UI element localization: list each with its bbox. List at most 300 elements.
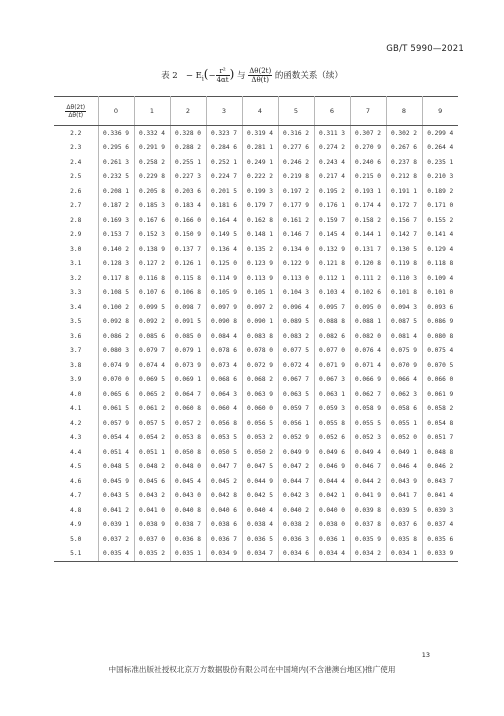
table-cell: 0.054 8: [422, 416, 458, 431]
table-cell: 0.089 5: [278, 315, 314, 330]
table-row: [54, 474, 458, 489]
table-cell: 0.069 1: [170, 373, 206, 388]
table-cell: 0.252 1: [206, 155, 242, 170]
table-cell: 0.035 4: [98, 547, 134, 562]
table-cell: 0.088 8: [314, 315, 350, 330]
table-cell: 0.158 2: [350, 213, 386, 228]
row-key: 3.4: [70, 303, 82, 311]
table-cell: 0.042 5: [242, 489, 278, 504]
table-cell: 0.136 4: [206, 242, 242, 257]
table-cell: 0.037 2: [98, 532, 134, 547]
table-cell: 0.113 9: [242, 271, 278, 286]
column-header: 4: [242, 97, 278, 126]
title-suffix: 的函数关系（续）: [274, 71, 343, 81]
ratio-numerator: Δθ(2t): [249, 67, 272, 75]
row-key: 2.3: [70, 144, 82, 152]
table-cell: 0.044 7: [278, 474, 314, 489]
table-cell: 0.119 8: [386, 257, 422, 272]
table-cell: 0.104 3: [278, 286, 314, 301]
table-row: [54, 126, 458, 141]
column-header: 1: [134, 97, 170, 126]
table-cell: 0.111 2: [350, 271, 386, 286]
table-cell: 0.049 6: [314, 445, 350, 460]
table-cell: 0.227 3: [170, 170, 206, 185]
table-cell: 0.224 7: [206, 170, 242, 185]
table-cell: 0.215 0: [350, 170, 386, 185]
table-cell: 0.109 4: [422, 271, 458, 286]
table-cell: 0.035 9: [350, 532, 386, 547]
table-cell: 0.185 3: [134, 199, 170, 214]
table-cell: 0.043 2: [134, 489, 170, 504]
table-cell: 0.046 2: [422, 460, 458, 475]
table-cell: 0.041 0: [134, 503, 170, 518]
table-cell: 0.212 8: [386, 170, 422, 185]
table-cell: 0.043 5: [98, 489, 134, 504]
table-cell: 0.112 1: [314, 271, 350, 286]
table-cell: 0.035 8: [386, 532, 422, 547]
table-cell: 0.070 0: [98, 373, 134, 388]
corner-fraction: [65, 104, 86, 119]
row-key: 3.7: [70, 347, 82, 355]
table-row: [54, 402, 458, 417]
table-cell: 0.073 9: [170, 358, 206, 373]
column-header: 6: [314, 97, 350, 126]
table-cell: 0.270 9: [350, 141, 386, 156]
corner-header: [54, 97, 98, 126]
table-cell: 0.191 1: [386, 184, 422, 199]
table-row: [54, 547, 458, 562]
table-cell: 0.045 2: [206, 474, 242, 489]
table-cell: 0.045 6: [134, 474, 170, 489]
table-cell: 0.131 7: [350, 242, 386, 257]
row-key: 2.4: [70, 158, 82, 166]
table-cell: 0.059 7: [278, 402, 314, 417]
table-cell: 0.069 5: [134, 373, 170, 388]
table-cell: 0.103 4: [314, 286, 350, 301]
table-cell: 0.102 6: [350, 286, 386, 301]
table-cell: 0.051 1: [134, 445, 170, 460]
row-key: 4.6: [70, 477, 82, 485]
table-row: [54, 315, 458, 330]
table-title: [0, 67, 504, 87]
table-cell: 0.095 7: [314, 300, 350, 315]
table-row: [54, 228, 458, 243]
table-cell: 0.187 2: [98, 199, 134, 214]
table-cell: 0.054 2: [134, 431, 170, 446]
table-cell: 0.197 2: [278, 184, 314, 199]
table-cell: 0.077 0: [314, 344, 350, 359]
row-key: 2.5: [70, 173, 82, 181]
table-cell: 0.077 5: [278, 344, 314, 359]
table-cell: 0.041 9: [350, 489, 386, 504]
table-cell: 0.070 5: [422, 358, 458, 373]
table-cell: 0.046 9: [314, 460, 350, 475]
row-key: 4.1: [70, 405, 82, 413]
table-cell: 0.155 2: [422, 213, 458, 228]
table-cell: 0.145 4: [314, 228, 350, 243]
table-cell: 0.066 9: [350, 373, 386, 388]
table-cell: 0.060 8: [170, 402, 206, 417]
table-cell: 0.258 2: [134, 155, 170, 170]
table-cell: 0.035 6: [422, 532, 458, 547]
table-cell: 0.108 5: [98, 286, 134, 301]
table-cell: 0.123 9: [242, 257, 278, 272]
table-cell: 0.034 4: [314, 547, 350, 562]
table-body: [54, 126, 458, 562]
table-cell: 0.106 8: [170, 286, 206, 301]
table-cell: 0.039 3: [422, 503, 458, 518]
table-cell: 0.056 8: [206, 416, 242, 431]
row-key: 4.8: [70, 506, 82, 514]
row-key: 4.2: [70, 419, 82, 427]
table-cell: 0.053 8: [170, 431, 206, 446]
table-cell: 0.128 3: [98, 257, 134, 272]
table-cell: 0.222 2: [242, 170, 278, 185]
table-cell: 0.084 4: [206, 329, 242, 344]
table-cell: 0.127 2: [134, 257, 170, 272]
table-cell: 0.044 2: [350, 474, 386, 489]
table-cell: 0.153 7: [98, 228, 134, 243]
table-cell: 0.267 6: [386, 141, 422, 156]
table-cell: 0.132 9: [314, 242, 350, 257]
table-cell: 0.083 2: [278, 329, 314, 344]
table-cell: 0.255 1: [170, 155, 206, 170]
table-cell: 0.045 4: [170, 474, 206, 489]
column-header: 7: [350, 97, 386, 126]
table-cell: 0.080 8: [422, 329, 458, 344]
table-row: [54, 445, 458, 460]
table-cell: 0.038 7: [170, 518, 206, 533]
function-table: [54, 96, 458, 562]
table-cell: 0.039 5: [386, 503, 422, 518]
ratio-denominator: Δθ(t): [251, 76, 269, 84]
table-cell: 0.121 8: [314, 257, 350, 272]
row-key: 4.7: [70, 492, 82, 500]
table-cell: 0.040 4: [242, 503, 278, 518]
table-cell: 0.063 5: [278, 387, 314, 402]
table-cell: 0.205 8: [134, 184, 170, 199]
table-row: [54, 373, 458, 388]
table-cell: 0.053 5: [206, 431, 242, 446]
table-cell: 0.047 7: [206, 460, 242, 475]
table-cell: 0.038 4: [242, 518, 278, 533]
table-cell: 0.323 7: [206, 126, 242, 141]
table-cell: 0.281 1: [242, 141, 278, 156]
table-cell: 0.050 5: [206, 445, 242, 460]
table-cell: 0.138 9: [134, 242, 170, 257]
table-cell: 0.040 6: [206, 503, 242, 518]
column-header: 5: [278, 97, 314, 126]
table-cell: 0.101 0: [422, 286, 458, 301]
ratio-fraction: [248, 67, 272, 84]
table-cell: 0.098 7: [170, 300, 206, 315]
table-cell: 0.148 1: [242, 228, 278, 243]
table-cell: 0.156 7: [386, 213, 422, 228]
table-row: [54, 344, 458, 359]
table-cell: 0.277 6: [278, 141, 314, 156]
table-cell: 0.189 2: [422, 184, 458, 199]
table-cell: 0.140 2: [98, 242, 134, 257]
row-key: 4.4: [70, 448, 82, 456]
table-cell: 0.095 0: [350, 300, 386, 315]
table-cell: 0.159 7: [314, 213, 350, 228]
table-cell: 0.037 4: [422, 518, 458, 533]
row-key: 4.9: [70, 521, 82, 529]
table-cell: 0.078 6: [206, 344, 242, 359]
table-cell: 0.074 9: [98, 358, 134, 373]
row-key: 5.1: [54, 547, 98, 562]
column-header: 2: [170, 97, 206, 126]
footer-note: 中国标准出版社授权北京万方数据股份有限公司在中国境内(不含港澳台地区)推广使用: [108, 665, 396, 674]
table-row: [54, 170, 458, 185]
table-cell: 0.038 9: [134, 518, 170, 533]
table-cell: 0.091 5: [170, 315, 206, 330]
table-cell: 0.142 7: [386, 228, 422, 243]
table-cell: 0.051 7: [422, 431, 458, 446]
table-cell: 0.097 2: [242, 300, 278, 315]
table-cell: 0.048 2: [134, 460, 170, 475]
table-row: [54, 518, 458, 533]
table-cell: 0.044 4: [314, 474, 350, 489]
table-cell: 0.311 3: [314, 126, 350, 141]
table-cell: 0.060 0: [242, 402, 278, 417]
table-cell: 0.034 7: [242, 547, 278, 562]
table-cell: 0.061 2: [134, 402, 170, 417]
row-key: 3.1: [70, 260, 82, 268]
table-cell: 0.288 2: [170, 141, 206, 156]
table-cell: 0.053 2: [242, 431, 278, 446]
table-cell: 0.083 8: [242, 329, 278, 344]
table-cell: 0.073 4: [206, 358, 242, 373]
table-cell: 0.055 8: [314, 416, 350, 431]
table-cell: 0.063 9: [242, 387, 278, 402]
table-cell: 0.054 4: [98, 431, 134, 446]
table-cell: 0.072 9: [242, 358, 278, 373]
table-cell: 0.105 1: [242, 286, 278, 301]
column-header: 9: [422, 97, 458, 126]
table-cell: 0.319 4: [242, 126, 278, 141]
row-key: 4.3: [70, 434, 82, 442]
table-cell: 0.043 7: [422, 474, 458, 489]
table-cell: 0.181 6: [206, 199, 242, 214]
table-cell: 0.336 9: [98, 126, 134, 141]
table-cell: 0.036 5: [242, 532, 278, 547]
table-cell: 0.137 7: [170, 242, 206, 257]
table-cell: 0.130 5: [386, 242, 422, 257]
table-cell: 0.067 3: [314, 373, 350, 388]
table-cell: 0.302 2: [386, 126, 422, 141]
table-cell: 0.056 5: [242, 416, 278, 431]
table-cell: 0.037 6: [386, 518, 422, 533]
row-key: 5.0: [70, 535, 82, 543]
table-cell: 0.129 4: [422, 242, 458, 257]
table-cell: 0.261 3: [98, 155, 134, 170]
ei-subscript: i: [201, 75, 204, 83]
table-row: [54, 532, 458, 547]
column-header: 0: [98, 97, 134, 126]
table-cell: 0.166 0: [170, 213, 206, 228]
table-cell: 0.034 6: [278, 547, 314, 562]
table-row: [54, 489, 458, 504]
row-key: 2.9: [70, 231, 82, 239]
table-cell: 0.039 1: [98, 518, 134, 533]
table-cell: 0.050 2: [242, 445, 278, 460]
table-cell: 0.134 0: [278, 242, 314, 257]
table-cell: 0.162 8: [242, 213, 278, 228]
table-cell: 0.043 9: [386, 474, 422, 489]
table-cell: 0.049 1: [386, 445, 422, 460]
minus-ei: − E: [185, 71, 202, 81]
page-number: 13: [421, 651, 430, 659]
table-cell: 0.299 4: [422, 126, 458, 141]
table-cell: 0.076 4: [350, 344, 386, 359]
table-cell: 0.058 2: [422, 402, 458, 417]
table-cell: 0.064 3: [206, 387, 242, 402]
table-cell: 0.125 0: [206, 257, 242, 272]
table-cell: 0.046 4: [386, 460, 422, 475]
table-cell: 0.044 9: [242, 474, 278, 489]
table-cell: 0.061 9: [422, 387, 458, 402]
table-cell: 0.122 9: [278, 257, 314, 272]
table-cell: 0.038 2: [278, 518, 314, 533]
table-cell: 0.034 2: [350, 547, 386, 562]
table-row: [54, 286, 458, 301]
table-cell: 0.068 6: [206, 373, 242, 388]
table-cell: 0.049 4: [350, 445, 386, 460]
table-cell: 0.264 4: [422, 141, 458, 156]
header-row: [54, 97, 458, 126]
table-cell: 0.035 1: [170, 547, 206, 562]
table-cell: 0.110 3: [386, 271, 422, 286]
table-cell: 0.208 1: [98, 184, 134, 199]
table-cell: 0.065 2: [134, 387, 170, 402]
table-cell: 0.074 4: [134, 358, 170, 373]
table-cell: 0.039 8: [350, 503, 386, 518]
table-cell: 0.105 9: [206, 286, 242, 301]
table-cell: 0.048 5: [98, 460, 134, 475]
table-cell: 0.291 9: [134, 141, 170, 156]
table-cell: 0.126 1: [170, 257, 206, 272]
table-row: [54, 141, 458, 156]
corner-numerator: Δθ(2t): [66, 103, 86, 111]
table-cell: 0.056 1: [278, 416, 314, 431]
table-cell: 0.085 0: [170, 329, 206, 344]
table-cell: 0.034 9: [206, 547, 242, 562]
open-paren: (: [203, 67, 209, 81]
table-cell: 0.177 9: [278, 199, 314, 214]
table-cell: 0.036 1: [314, 532, 350, 547]
table-cell: 0.107 6: [134, 286, 170, 301]
table-row: [54, 155, 458, 170]
row-key: 3.6: [70, 332, 82, 340]
row-key: 2.6: [70, 187, 82, 195]
table-cell: 0.052 3: [350, 431, 386, 446]
table-cell: 0.052 6: [314, 431, 350, 446]
table-cell: 0.090 1: [242, 315, 278, 330]
table-cell: 0.036 7: [206, 532, 242, 547]
table-row: [54, 199, 458, 214]
table-cell: 0.100 2: [98, 300, 134, 315]
table-cell: 0.152 3: [134, 228, 170, 243]
table-cell: 0.043 0: [170, 489, 206, 504]
table-cell: 0.113 0: [278, 271, 314, 286]
table-cell: 0.040 8: [170, 503, 206, 518]
table-cell: 0.042 3: [278, 489, 314, 504]
table-cell: 0.088 1: [350, 315, 386, 330]
table-cell: 0.118 8: [422, 257, 458, 272]
table-cell: 0.048 0: [170, 460, 206, 475]
table-cell: 0.116 8: [134, 271, 170, 286]
standard-code: GB/T 5990—2021: [386, 44, 464, 54]
table-cell: 0.210 3: [422, 170, 458, 185]
table-cell: 0.051 4: [98, 445, 134, 460]
table-cell: 0.169 3: [98, 213, 134, 228]
row-key: 2.2: [70, 129, 82, 137]
table-cell: 0.059 3: [314, 402, 350, 417]
table-row: [54, 300, 458, 315]
table-cell: 0.060 4: [206, 402, 242, 417]
table-cell: 0.042 8: [206, 489, 242, 504]
table-cell: 0.164 4: [206, 213, 242, 228]
table-cell: 0.316 2: [278, 126, 314, 141]
table-cell: 0.174 4: [350, 199, 386, 214]
table-cell: 0.097 9: [206, 300, 242, 315]
table-cell: 0.066 4: [386, 373, 422, 388]
table-cell: 0.217 4: [314, 170, 350, 185]
table-cell: 0.193 1: [350, 184, 386, 199]
row-key: 3.0: [70, 245, 82, 253]
row-key: 3.9: [70, 376, 82, 384]
table-cell: 0.203 6: [170, 184, 206, 199]
table-cell: 0.090 8: [206, 315, 242, 330]
table-cell: 0.071 9: [314, 358, 350, 373]
table-cell: 0.072 4: [278, 358, 314, 373]
table-cell: 0.096 4: [278, 300, 314, 315]
table-cell: 0.068 2: [242, 373, 278, 388]
table-cell: 0.047 2: [278, 460, 314, 475]
table-cell: 0.041 4: [422, 489, 458, 504]
argument-numerator: r²: [216, 67, 230, 76]
table-cell: 0.038 6: [206, 518, 242, 533]
row-key: 3.8: [70, 361, 82, 369]
row-key: 3.2: [70, 274, 82, 282]
table-cell: 0.057 5: [134, 416, 170, 431]
table-cell: 0.117 8: [98, 271, 134, 286]
table-cell: 0.037 0: [134, 532, 170, 547]
table-cell: 0.075 4: [422, 344, 458, 359]
table-cell: 0.086 9: [422, 315, 458, 330]
table-cell: 0.115 8: [170, 271, 206, 286]
table-cell: 0.062 7: [350, 387, 386, 402]
table-cell: 0.295 6: [98, 141, 134, 156]
table-cell: 0.057 2: [170, 416, 206, 431]
table-row: [54, 257, 458, 272]
table-cell: 0.219 8: [278, 170, 314, 185]
row-key: 3.3: [70, 289, 82, 297]
table-cell: 0.046 7: [350, 460, 386, 475]
table-cell: 0.064 7: [170, 387, 206, 402]
column-header: 3: [206, 97, 242, 126]
table-cell: 0.307 2: [350, 126, 386, 141]
table-cell: 0.055 5: [350, 416, 386, 431]
table-cell: 0.079 1: [170, 344, 206, 359]
table-cell: 0.082 0: [350, 329, 386, 344]
table-cell: 0.040 0: [314, 503, 350, 518]
table-cell: 0.332 4: [134, 126, 170, 141]
table-cell: 0.183 4: [170, 199, 206, 214]
table-cell: 0.041 7: [386, 489, 422, 504]
table-cell: 0.041 2: [98, 503, 134, 518]
